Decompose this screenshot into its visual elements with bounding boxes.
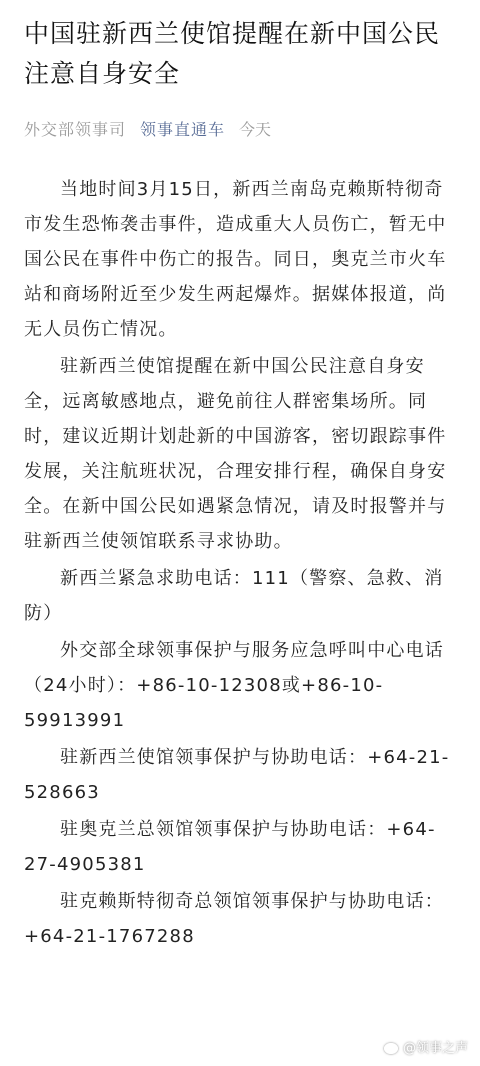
meta-author: 外交部领事司: [24, 120, 127, 139]
watermark-text: @领事之声: [402, 1041, 468, 1056]
paragraph-embassy-phone: 驻新西兰使馆领事保护与协助电话：+64-21-528663: [24, 747, 450, 803]
paragraph-hotline: 外交部全球领事保护与服务应急呼叫中心电话（24小时）：+86-10-12308或+86-10-59913991: [24, 640, 444, 731]
watermark: [383, 1037, 468, 1056]
article-content: [24, 172, 456, 954]
meta-date: 今天: [239, 120, 272, 139]
paragraph-auckland-phone: 驻奥克兰总领馆领事保护与协助电话：+64-27-4905381: [24, 819, 436, 875]
paragraph-emergency-phone: 新西兰紧急求助电话：111（警察、急救、消防）: [24, 568, 444, 624]
article-title: 中国驻新西兰使馆提醒在新中国公民注意自身安全: [24, 19, 441, 88]
paragraph-incident: 当地时间3月15日，新西兰南岛克赖斯特彻奇市发生恐怖袭击事件，造成重大人员伤亡，暂无中国公民在事件中伤亡的报告。同日，奥克兰市火车站和商场附近至少发生两起爆炸。据媒体报道，尚无人员伤亡情况。: [24, 179, 447, 340]
weibo-icon: [383, 1040, 399, 1053]
meta-account-link[interactable]: 领事直通车: [140, 120, 226, 139]
paragraph-reminder: 驻新西兰使馆提醒在新中国公民注意自身安全，远离敏感地点，避免前往人群密集场所。同时，建议近期计划赴新的中国游客，密切跟踪事件发展，关注航班状况，合理安排行程，确保自身安全。在新中国公民如遇紧急情况，请及时报警并与驻新西兰使领馆联系寻求协助。: [24, 356, 447, 552]
paragraph-christchurch-phone: 驻克赖斯特彻奇总领馆领事保护与协助电话：+64-21-1767288: [24, 891, 444, 947]
article-meta: [24, 118, 456, 142]
